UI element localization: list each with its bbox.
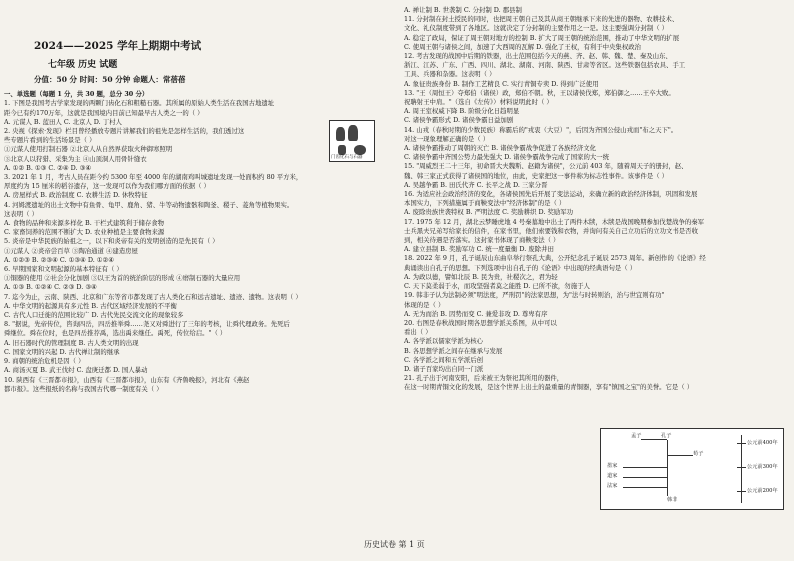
question-text-line: 19. 韩非子认为法制必须"明法度，严刑罚"的法家思想，为"法与时转则治，治与世宜则有功" <box>404 291 665 300</box>
question-text-line: A. 禅让制 B. 世袭制 C. 分封制 D. 郡县制 <box>404 6 522 14</box>
school-label: 孟子 <box>631 433 642 439</box>
question-text-line: A. 食物的品种和来源多样化 B. 干栏式建筑利于储存食物 <box>4 219 165 228</box>
timeline-label: 公元前400年 <box>747 440 778 446</box>
question-text-line: 典诵读出自孔子的思想。下列选项中出自孔子的《论语》中出现的经典语句是（ ） <box>404 263 637 272</box>
question-text-line: 14. 山戎（春秋时期的少数民族）称霸后的"戎衷（大豆）"，后因为齐国公侵山戎而"布之天下"。 <box>404 125 678 134</box>
school-label: 荀子 <box>693 451 704 457</box>
timeline-label: 公元前200年 <box>747 488 778 494</box>
question-text-line: A. 稳定了政局，保证了周王朝对地方的控制 B. 扩大了周王朝的统治范围，推动了中华文明的扩展 <box>404 33 680 42</box>
question-text-line: 浙江、江苏、广东、广西、四川、湖北、湖南、河南、陕西、甘肃等省区。这些铁器包括农具、手工 <box>404 61 686 70</box>
question-text-line: 2. 央视《探索·发现》栏目曾经播放专题片讲解我们的祖先是怎样生活的，我们透过这 <box>4 127 245 136</box>
question-text-line: 一、单选题（每题 1 分，共 30 题，总分 30 分） <box>4 90 149 99</box>
question-text-line: A. 各学派以儒家学派为核心 <box>404 337 483 346</box>
timeline-tick <box>737 467 746 468</box>
question-text-line: 13. "王（周恒王）夺郑伯（诸侯）政，郑伯不朝。秋，王以诸侯伐郑，郑伯御之……王卒大败。 <box>404 88 675 97</box>
question-text-line: 舜继位。舜在位时，也是四岳推荐禹，选出禹来继任。禹死，传位给启。"（ ） <box>4 329 227 338</box>
exam-subtitle: 七年级 历史 试题 <box>48 60 118 70</box>
question-text-line: 对这一现象理解正确的是（ ） <box>404 134 490 143</box>
timeline-label: 公元前300年 <box>747 464 778 470</box>
question-text-line: 看出（ ） <box>404 328 432 337</box>
question-text-line: ①铜器的使用 ②社会分化加剧 ③以王为首的统治阶层的形成 ④磨制石器的大量应用 <box>4 274 241 283</box>
question-text-line: C. 诸侯争霸形式 D. 诸侯争霸日益加剧 <box>404 116 514 125</box>
question-text-line: A. 吴越争霸 B. 田氏代齐 C. 长平之战 D. 三家分晋 <box>404 180 548 189</box>
schools-relation-figure <box>600 428 784 510</box>
question-text-line: 11. 分封制在封土授民的同时，也把周王朝自己及其从商王朝继承下来的先进的器物、农耕技术、 <box>404 15 679 24</box>
question-text-line: C. 家畜饲养的范围不断扩大 D. 农业种植是主要食物来源 <box>4 228 165 237</box>
school-label: 韩非 <box>667 497 678 503</box>
stone-tool-shape <box>354 145 366 155</box>
question-text-line: 18. 2022 年 9 月，孔子诞辰山东曲阜举行祭孔大典，公开纪念孔子诞辰 2573 周年。新创作的《论语》经 <box>404 254 706 263</box>
tooth-fossil-shape <box>336 127 345 141</box>
question-text-line: A. 中华文明的起源具有多元性 B. 古代区域经济发展的不平衡 <box>4 301 177 310</box>
question-text-line: 6. 早期国家和文明起源的基本特征有（ ） <box>4 265 123 274</box>
page-footer: 历史试卷 第 1 页 <box>364 540 425 549</box>
question-text-line: ①元谋人 ②炎帝尝百草 ③陶冶通道 ④建造房屋 <box>4 246 138 255</box>
question-text-line: A. 为政以德，譬如北辰 B. 民为贵，社稷次之，君为轻 <box>404 272 558 281</box>
question-text-line: 7. 迄今为止，云南、陕西、北京和广东等省市都发现了古人类化石和远古遗址、遗迹、遗物。这表明（ ） <box>4 292 302 301</box>
timeline-tick <box>737 491 746 492</box>
relation-line <box>623 467 667 468</box>
question-text-line: 到，相关待遇是否落实。这封家书体现了商鞅变法（ ） <box>404 236 560 245</box>
question-text-line: A. ①③ B. ①②④ C. ②③ D. ③④ <box>4 283 97 292</box>
question-text-line: 9. 商朝的统治危机是因（ ） <box>4 357 85 366</box>
question-text-line: 文化、礼仪制度带到了各地区。这就决定了分封制的主要作用之一是。这主要强调分封制（ ） <box>404 24 669 33</box>
relation-line <box>667 455 693 456</box>
question-text-line: 士兵黑夫兄弟写给家长的信件，在家书里，他们索要钱和衣物，并询问有关自己立功后的立功文书是否收 <box>404 226 698 235</box>
question-text-line: A. ①② B. ①③ C. ②④ D. ③④ <box>4 163 92 172</box>
tooth-fossil-shape <box>348 125 358 141</box>
question-text-line: 些专题片看到的生活场景是（ ） <box>4 136 96 145</box>
question-text-line: A. 诸侯争霸推动了周朝的灭亡 B. 诸侯争霸战争促进了各族经济文化 <box>404 144 597 153</box>
question-text-line: B. 各思想学派之间存在继承与发展 <box>404 346 503 355</box>
question-text-line: 在这一时期青铜文化的发展，是这个世界上出土的最重量的青铜器，享有"镇国之宝"的美誉。它是（ ） <box>404 383 694 392</box>
question-text-line: ③北京人以狩猎、采集为主 ④山顶洞人用骨针缝衣 <box>4 154 147 163</box>
right-question-lines <box>404 6 790 393</box>
relation-line <box>641 439 667 440</box>
question-text-line: 17. 1975 年 12 月，湖北云梦睡虎地 4 号秦墓地中出土了两件木牍，木牍是战国晚期参加伐楚战争的秦军 <box>404 217 705 226</box>
question-text-line: 都市报》。这些报纸的名称与我国古代哪一制度有关（ ） <box>4 384 163 393</box>
question-text-line: 1. 下图是我国考古学家发现的两颗门齿化石和粗糙石器。其所属的原始人类生活在我国古地遗址 <box>4 99 275 108</box>
question-text-line: A. 废除贵族世袭特权 B. 严明法度 C. 奖励耕织 D. 奖励军功 <box>404 208 574 217</box>
question-text-line: 8. "据说，先帝传位，咨询四岳，四岳推举舜……尧又对舜进行了三年的考核，让舜代理政务。先死后 <box>4 320 290 329</box>
school-label: 孔子 <box>661 433 672 439</box>
timeline-axis <box>741 435 742 503</box>
question-text-line: 距今已有约170万年，这就是我国境内目前已知最早古人类之一的（ ） <box>4 108 204 117</box>
school-label: 法家 <box>607 483 618 489</box>
question-text-line: 21. 孔子出于河南安阳，后来被王为祭祀其所用的器件， <box>404 374 564 383</box>
question-text-line: D. 诸子百家均出自同一门派 <box>404 364 484 373</box>
right-column <box>404 0 790 393</box>
question-text-line: C. 诸侯争霸中齐国公势力最先强大 D. 诸侯争霸战争完成了国家的大一统 <box>404 153 610 162</box>
question-text-line: 厚度约为 15 厘米的稻谷遗存，这一发现可以作为我们哪方面的依据（ ） <box>4 182 210 191</box>
question-text-line: A. 建立县制 B. 奖励军功 C. 统一度量衡 D. 废除井田 <box>404 245 554 254</box>
question-text-line: C. 天下莫柔弱于水，而攻坚强者莫之能胜 D. 已所不欲，勿施于人 <box>404 282 590 291</box>
figure-caption: 门齿化石与石器 <box>331 155 363 160</box>
relation-line <box>623 477 667 478</box>
relation-line <box>623 487 667 488</box>
school-label: 道家 <box>607 473 618 479</box>
timeline-tick <box>737 443 746 444</box>
school-label: 墨家 <box>607 463 618 469</box>
question-text-line: 4. 河姆渡遗址的出土文物中有鱼骨、龟甲、鹿角、猪、牛等动物遗骸和陶釜、稷子、菱角等植物果实。 <box>4 200 294 209</box>
relation-line <box>667 440 668 496</box>
question-text-line: C. 古代人口迁徙的范围比较广 D. 古代先民交流文化的现象较多 <box>4 311 184 320</box>
stone-tool-shape <box>338 145 346 155</box>
question-text-line: C. 国家文明的兴起 D. 古代禅让制的继承 <box>4 347 120 356</box>
question-text-line: 15. "周威烈王二十三年，初命晋大夫魏斯、赵籍为诸侯"，公元前 403 年，随着周天子的册封，赵、 <box>404 162 688 171</box>
question-text-line: ①元谋人使用打制石器 ②北京人从自然界获取火种御寒照明 <box>4 145 173 154</box>
fossil-figure <box>329 120 375 162</box>
question-text-line: A. 旧石器时代的管理制度 B. 古人类文明的出现 <box>4 338 139 347</box>
question-text-line: 这表明（ ） <box>4 209 38 218</box>
question-text-line: 12. 考古发现的战国中后期的铁器，出土范围包括今天的燕、齐、赵、韩、魏、楚、秦及山东、 <box>404 52 672 61</box>
question-text-line: C. 使周王朝与诸侯之间，加速了大西周的瓦解 D. 强化了王权，有利于中央集权政治 <box>404 42 641 51</box>
question-text-line: A. 元谋人 B. 蓝田人 C. 北京人 D. 丁村人 <box>4 117 122 126</box>
question-text-line: 20. 右图是春秋战国时期各思想学派关系图，从中可以 <box>404 318 557 327</box>
question-text-line: A. 房屋样式 B. 政治制度 C. 农耕生活 D. 休牧特征 <box>4 191 148 200</box>
question-text-line: 魏、韩三家正式获得了诸侯国的地位，由此，史家把这一事件称为标志性事件。该事件是（ ） <box>404 171 669 180</box>
question-text-line: 10. 陕西有《三晋都市报》，山西有《三晋都市报》，山东有《齐鲁晚报》，河北有《燕赵 <box>4 375 250 384</box>
question-text-line: 5. 炎帝是中华民族的始祖之一，以下和炎帝有关的发明创造的是先民有（ ） <box>4 237 219 246</box>
question-text-line: A. ①②③ B. ②③④ C. ①③④ D. ①②④ <box>4 255 114 264</box>
question-text-line: 3. 2021 年 1 月，考古人员在距今约 5300 年至 4000 年的湖南鸡叫城遗址发现一处面积约 80 平方米， <box>4 173 303 182</box>
exam-title: 2024——2025 学年上期期中考试 <box>34 40 202 52</box>
question-text-line: 本国实力，下列措施属于商鞅变法中"经济体制"的是（ ） <box>404 199 566 208</box>
left-column <box>4 0 396 394</box>
question-text-line: 工具、兵器和杂器。这表明（ ） <box>404 70 496 79</box>
question-text-line: C. 各学派之间和五学派后创 <box>404 355 484 364</box>
question-text-line: 祝聃射王中肩。"（选自《左传》）材料说明此时（ ） <box>404 98 553 107</box>
question-text-line: 体现的是（ ） <box>404 300 445 309</box>
exam-meta: 分值：50 分 时间：50 分钟 命题人：常蓓蓓 <box>34 75 186 84</box>
question-text-line: A. 商汤灭夏 B. 武王伐纣 C. 盘庚迁都 D. 国人暴动 <box>4 366 148 375</box>
question-text-line: 16. 为适应社会政治经济的变化，各诸侯国先后开展了变法运动，来确立新的政治经济体制，巩固和发展 <box>404 190 698 199</box>
question-text-line: A. 无为而治 B. 因势而变 C. 兼爱非攻 D. 尊卑有序 <box>404 309 548 318</box>
question-text-line: A. 周王室权威下降 B. 阶级分化日趋明显 <box>404 107 520 116</box>
question-text-line: A. 象征贵族身份 B. 制作工艺精良 C. 实行青铜专卖 D. 得到广泛使用 <box>404 79 599 88</box>
